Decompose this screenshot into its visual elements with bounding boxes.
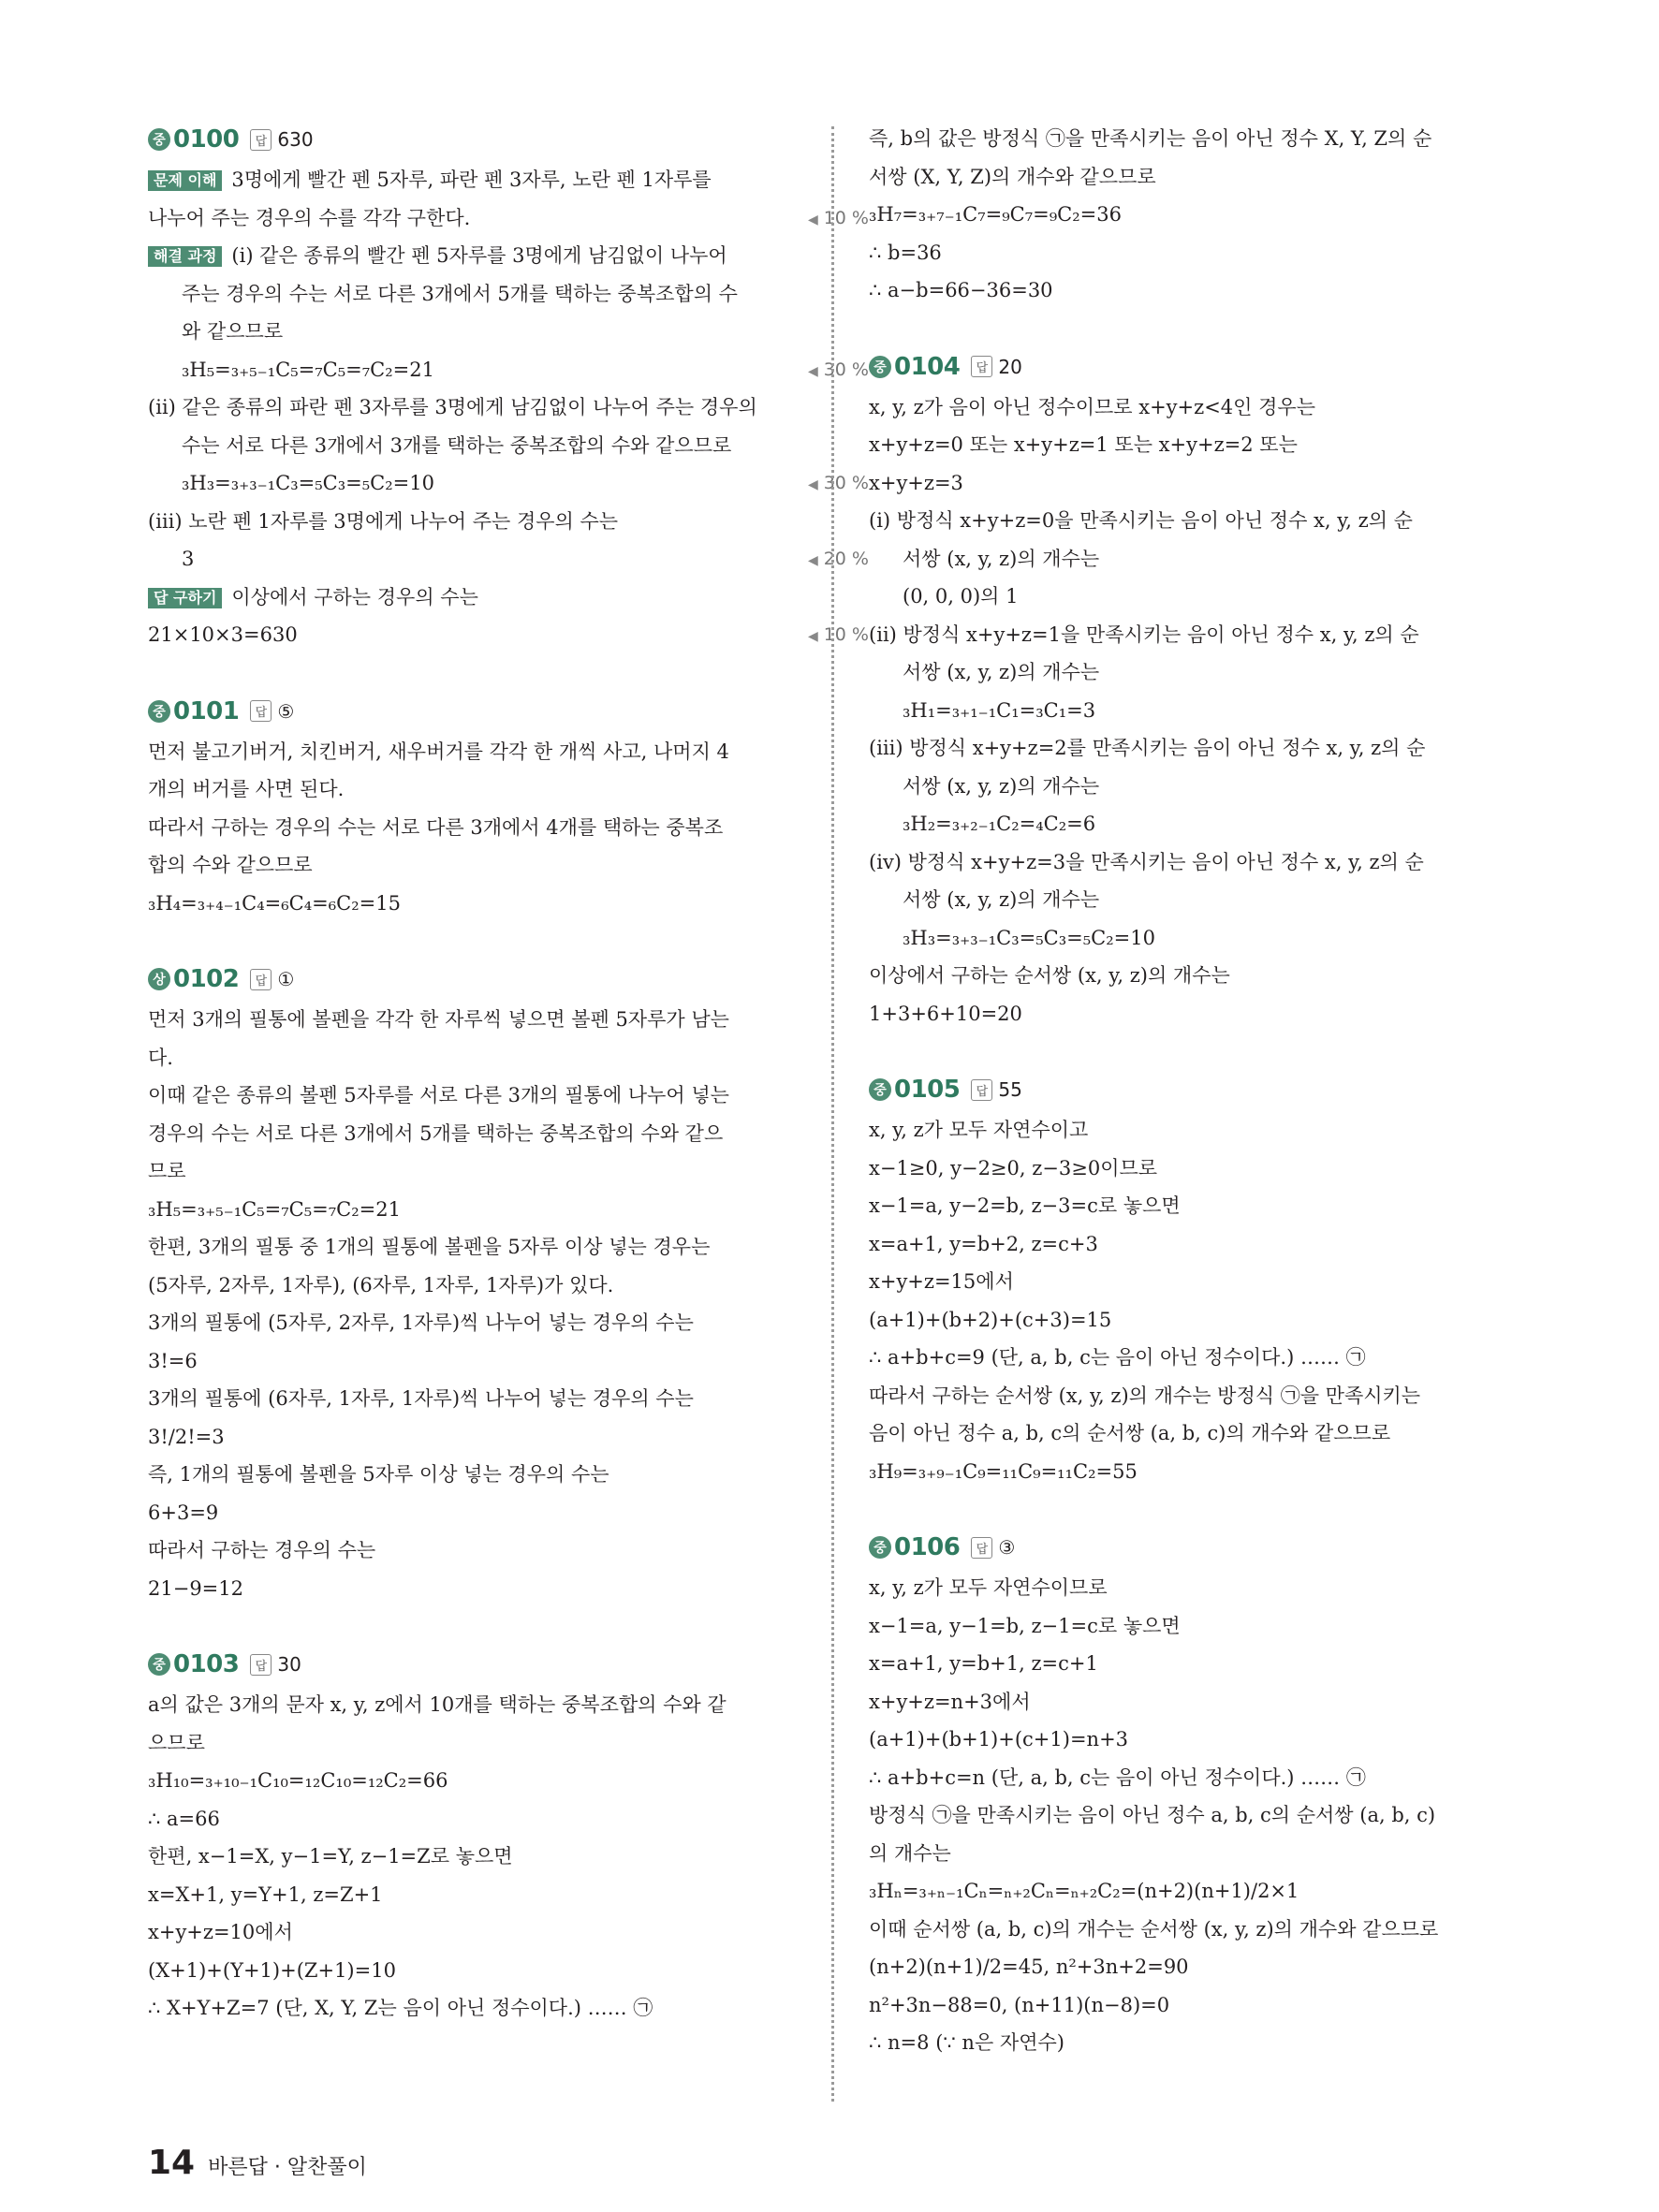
solution-line — [869, 120, 1590, 158]
solution-line — [148, 809, 869, 847]
left-column — [148, 120, 869, 2028]
solution-line — [869, 653, 1590, 692]
section-gap — [148, 654, 869, 692]
problem-block — [148, 120, 869, 654]
solution-text: (0, 0, 0)의 1 — [903, 585, 1019, 608]
solution-text: ₃H₉=₃₊₉₋₁C₉=₁₁C₉=₁₁C₂=55 — [869, 1459, 1138, 1483]
solution-line — [869, 768, 1590, 806]
solution-text: 1+3+6+10=20 — [869, 1002, 1022, 1025]
problem-block — [148, 922, 869, 1607]
solution-line — [869, 1645, 1590, 1683]
solution-text: 서쌍 (X, Y, Z)의 개수와 같으므로 — [869, 165, 1156, 188]
solution-line — [148, 1115, 869, 1153]
difficulty-badge: 중 — [148, 1653, 170, 1676]
solution-text: x, y, z가 모두 자연수이므로 — [869, 1576, 1108, 1599]
solution-line — [869, 919, 1590, 958]
answer-label-badge: 답 — [971, 1079, 992, 1101]
solution-text: 으므로 — [148, 1731, 205, 1754]
solution-line — [869, 464, 1590, 503]
solution-line — [869, 995, 1590, 1033]
solution-line — [869, 616, 1590, 654]
problem-block — [869, 120, 1590, 310]
solution-line — [148, 1913, 869, 1952]
solution-text: 의 개수는 — [869, 1841, 951, 1865]
right-column — [869, 120, 1590, 2062]
solution-line — [869, 1948, 1590, 1986]
solution-text: 이때 순서쌍 (a, b, c)의 개수는 순서쌍 (x, y, z)의 개수와 같으므로 — [869, 1917, 1439, 1941]
solution-text: x+y+z=15에서 — [869, 1270, 1014, 1293]
answer-label-badge: 답 — [250, 129, 272, 151]
solution-text: n²+3n−88=0, (n+11)(n−8)=0 — [869, 1993, 1170, 2016]
solution-text: 3개의 필통에 (5자루, 2자루, 1자루)씩 나누어 넣는 경우의 수는 — [148, 1311, 694, 1334]
answer-label-badge: 답 — [250, 700, 272, 722]
solution-text: 서쌍 (x, y, z)의 개수는 — [903, 888, 1100, 911]
problem-number: 0101 — [173, 696, 240, 725]
solution-text: 21−9=12 — [148, 1576, 243, 1600]
problem-number: 0104 — [894, 352, 961, 381]
book-title: 바른답 · 알찬풀이 — [208, 2156, 367, 2179]
solution-line — [869, 1911, 1590, 1949]
solution-text: x=X+1, y=Y+1, z=Z+1 — [148, 1882, 383, 1906]
solution-text: x=a+1, y=b+2, z=c+3 — [869, 1232, 1098, 1255]
solution-text: 따라서 구하는 경우의 수는 — [148, 1539, 376, 1561]
solution-text: 이상에서 구하는 순서쌍 (x, y, z)의 개수는 — [869, 964, 1230, 987]
solution-text: x+y+z=0 또는 x+y+z=1 또는 x+y+z=2 또는 — [869, 433, 1298, 456]
solution-line — [148, 1267, 869, 1305]
solution-text: (ⅲ) 노란 펜 1자루를 3명에게 나누어 주는 경우의 수는 — [148, 509, 619, 533]
solution-line — [148, 1686, 869, 1724]
solution-text: x=a+1, y=b+1, z=c+1 — [869, 1652, 1098, 1675]
problem-number: 0106 — [894, 1533, 961, 1561]
problem-answer: 630 — [277, 128, 314, 151]
solution-line — [869, 502, 1590, 540]
solution-text: 3명에게 빨간 펜 5자루, 파란 펜 3자루, 노란 펜 1자루를 — [231, 168, 712, 191]
problem-answer: ① — [277, 968, 295, 990]
solution-text: (ⅳ) 방정식 x+y+z=3을 만족시키는 음이 아닌 정수 x, y, z의 순 — [869, 850, 1424, 873]
solution-line — [148, 313, 869, 351]
solution-text: 합의 수와 같으므로 — [148, 854, 313, 876]
solution-text: 와 같으므로 — [182, 320, 284, 343]
score-percent: ◀ 20 % — [808, 540, 869, 580]
solution-line — [148, 427, 869, 465]
solution-text: x+y+z=n+3에서 — [869, 1690, 1031, 1713]
solution-text: (ⅲ) 방정식 x+y+z=2를 만족시키는 음이 아닌 정수 x, y, z의 순 — [869, 737, 1426, 759]
solution-text: 한편, x−1=X, y−1=Y, z−1=Z로 놓으면 — [148, 1845, 513, 1868]
solution-line — [869, 1111, 1590, 1150]
solution-line — [148, 616, 869, 654]
solution-text: ∴ a=66 — [148, 1807, 220, 1830]
solution-line — [869, 1414, 1590, 1453]
solution-line — [148, 1952, 869, 1990]
problem-answer: 20 — [998, 355, 1022, 378]
solution-text: 방정식 ㉠을 만족시키는 음이 아닌 정수 a, b, c의 순서쌍 (a, b, c) — [869, 1804, 1436, 1826]
solution-text: 3개의 필통에 (6자루, 1자루, 1자루)씩 나누어 넣는 경우의 수는 — [148, 1387, 694, 1410]
solution-text: (ⅱ) 방정식 x+y+z=1을 만족시키는 음이 아닌 정수 x, y, z의 순 — [869, 623, 1419, 646]
section-gap — [869, 1033, 1590, 1070]
solution-text: 주는 경우의 수는 서로 다른 3개에서 5개를 택하는 중복조합의 수 — [182, 282, 738, 305]
difficulty-badge: 중 — [148, 128, 170, 151]
solution-line — [148, 1876, 869, 1914]
solution-text: 개의 버거를 사면 된다. — [148, 778, 345, 800]
solution-text: ∴ a+b+c=n (단, a, b, c는 음이 아닌 정수이다.) …… ㉠ — [869, 1765, 1366, 1789]
solution-line — [148, 161, 869, 199]
score-percent: ◀ 30 % — [808, 351, 869, 391]
problem-header — [869, 1528, 1590, 1567]
solution-line — [869, 1187, 1590, 1225]
solution-line — [148, 885, 869, 923]
score-percent: ◀ 30 % — [808, 464, 869, 505]
problem-header — [869, 1070, 1590, 1109]
step-label: 답 구하기 — [148, 588, 222, 608]
answer-label-badge: 답 — [971, 356, 992, 377]
solution-line — [148, 1989, 869, 2028]
score-percent: ◀ 10 % — [808, 616, 869, 656]
problem-block — [148, 1607, 869, 2028]
solution-line — [148, 388, 869, 427]
problem-answer: 55 — [998, 1078, 1022, 1101]
solution-text: 먼저 불고기버거, 치킨버거, 새우버거를 각각 한 개씩 사고, 나머지 4 — [148, 740, 729, 763]
solution-text: x, y, z가 음이 아닌 정수이므로 x+y+z<4인 경우는 — [869, 395, 1315, 418]
solution-text: 따라서 구하는 경우의 수는 서로 다른 3개에서 4개를 택하는 중복조 — [148, 815, 724, 839]
solution-line — [869, 881, 1590, 919]
solution-line — [869, 1225, 1590, 1264]
solution-line — [869, 1377, 1590, 1415]
solution-line — [869, 158, 1590, 197]
problem-answer: ⑤ — [277, 699, 295, 723]
solution-line — [869, 196, 1590, 234]
section-gap — [148, 922, 869, 960]
difficulty-badge: 중 — [869, 356, 891, 378]
solution-line — [869, 1835, 1590, 1873]
solution-text: 수는 서로 다른 3개에서 3개를 택하는 중복조합의 수와 같으므로 — [182, 433, 732, 457]
solution-line — [148, 1342, 869, 1381]
solution-line — [148, 351, 869, 389]
solution-line — [148, 1494, 869, 1532]
column-divider — [831, 126, 834, 2102]
solution-text: 3!=6 — [148, 1349, 198, 1372]
solution-text: (a+1)+(b+2)+(c+3)=15 — [869, 1308, 1112, 1331]
solution-text: 6+3=9 — [148, 1501, 219, 1524]
solution-text: a의 값은 3개의 문자 x, y, z에서 10개를 택하는 중복조합의 수와 같 — [148, 1693, 727, 1716]
solution-line — [148, 1152, 869, 1191]
solution-text: 즉, b의 값은 방정식 ㉠을 만족시키는 음이 아닌 정수 X, Y, Z의 순 — [869, 127, 1432, 150]
solution-line — [148, 1304, 869, 1342]
solution-text: x, y, z가 모두 자연수이고 — [869, 1119, 1089, 1141]
solution-line — [148, 1039, 869, 1077]
difficulty-badge: 중 — [148, 700, 170, 723]
answer-label-badge: 답 — [250, 1654, 272, 1676]
solution-line — [869, 1301, 1590, 1340]
problem-header — [869, 347, 1590, 387]
solution-text: ∴ X+Y+Z=7 (단, X, Y, Z는 음이 아닌 정수이다.) …… ㉠ — [148, 1997, 653, 2019]
solution-line — [148, 1418, 869, 1457]
solution-text: 3!/2!=3 — [148, 1425, 225, 1448]
section-gap — [869, 1490, 1590, 1528]
solution-text: 다. — [148, 1046, 173, 1069]
solution-line — [148, 1228, 869, 1267]
problem-header — [148, 692, 869, 731]
solution-line — [869, 2024, 1590, 2062]
solution-line — [148, 1456, 869, 1494]
solution-line — [148, 540, 869, 579]
solution-line — [869, 729, 1590, 768]
solution-text: (ⅰ) 같은 종류의 빨간 펜 5자루를 3명에게 남김없이 나누어 — [231, 244, 727, 267]
problem-block — [869, 1490, 1590, 2062]
solution-text: 서쌍 (x, y, z)의 개수는 — [903, 774, 1100, 798]
solution-line — [869, 540, 1590, 579]
solution-text: 3 — [182, 548, 195, 570]
solution-text: 이상에서 구하는 경우의 수는 — [231, 585, 478, 608]
solution-line — [869, 1339, 1590, 1377]
step-label: 해결 과정 — [148, 246, 222, 267]
difficulty-badge: 중 — [869, 1536, 891, 1559]
solution-line — [869, 1569, 1590, 1607]
solution-line — [148, 237, 869, 275]
solution-line — [869, 1986, 1590, 2025]
solution-text: 한편, 3개의 필통 중 1개의 필통에 볼펜을 5자루 이상 넣는 경우는 — [148, 1236, 711, 1258]
answer-label-badge: 답 — [250, 969, 272, 990]
solution-line — [869, 1453, 1590, 1491]
solution-line — [869, 1263, 1590, 1301]
section-gap — [869, 310, 1590, 347]
difficulty-badge: 상 — [148, 968, 170, 990]
solution-line — [148, 1191, 869, 1229]
solution-line — [869, 805, 1590, 843]
solution-text: x−1=a, y−2=b, z−3=c로 놓으면 — [869, 1194, 1181, 1217]
problem-block — [869, 310, 1590, 1033]
problem-header — [148, 1645, 869, 1684]
solution-line — [869, 1683, 1590, 1721]
solution-line — [148, 1001, 869, 1039]
problem-answer: 30 — [277, 1653, 301, 1676]
solution-text: 므로 — [148, 1160, 186, 1182]
solution-line — [869, 1759, 1590, 1797]
solution-text: ∴ n=8 (∵ n은 자연수) — [869, 2031, 1064, 2054]
solution-line — [869, 426, 1590, 464]
solution-line — [869, 1872, 1590, 1911]
problem-number: 0102 — [173, 965, 240, 993]
solution-line — [148, 275, 869, 314]
solution-text: (ⅰ) 방정식 x+y+z=0을 만족시키는 음이 아닌 정수 x, y, z의 순 — [869, 509, 1413, 532]
page-footer — [148, 2144, 367, 2182]
solution-line — [869, 843, 1590, 882]
solution-text: 나누어 주는 경우의 수를 각각 구한다. — [148, 206, 471, 229]
problem-header — [148, 120, 869, 159]
solution-line — [148, 579, 869, 617]
solution-line — [869, 234, 1590, 272]
solution-line — [148, 1800, 869, 1838]
problem-number: 0105 — [894, 1076, 961, 1104]
problem-header — [148, 960, 869, 999]
problem-number: 0100 — [173, 125, 240, 154]
solution-text: ₃H₄=₃₊₄₋₁C₄=₆C₄=₆C₂=15 — [148, 891, 401, 915]
solution-line — [869, 578, 1590, 616]
solution-line — [148, 770, 869, 809]
solution-text: x+y+z=10에서 — [148, 1921, 293, 1943]
solution-line — [148, 1531, 869, 1570]
solution-text: 이때 같은 종류의 볼펜 5자루를 서로 다른 3개의 필통에 나누어 넣는 — [148, 1084, 729, 1106]
solution-text: (n+2)(n+1)/2=45, n²+3n+2=90 — [869, 1956, 1189, 1978]
solution-line — [148, 1762, 869, 1800]
solution-line — [148, 733, 869, 771]
solution-text: ₃H₃=₃₊₃₋₁C₃=₅C₃=₅C₂=10 — [182, 472, 434, 494]
solution-text: 먼저 3개의 필통에 볼펜을 각각 한 자루씩 넣으면 볼펜 5자루가 남는 — [148, 1008, 729, 1031]
solution-text: x−1≥0, y−2≥0, z−3≥0이므로 — [869, 1156, 1158, 1179]
difficulty-badge: 중 — [869, 1078, 891, 1101]
solution-line — [869, 1721, 1590, 1759]
solution-text: ∴ b=36 — [869, 241, 942, 264]
solution-text: ₃H₂=₃₊₂₋₁C₂=₄C₂=6 — [903, 813, 1096, 835]
solution-line — [148, 1077, 869, 1115]
solution-line — [869, 1150, 1590, 1188]
problem-block — [869, 1033, 1590, 1490]
section-gap — [148, 1607, 869, 1645]
step-label: 문제 이해 — [148, 170, 222, 191]
score-percent: ◀ 10 % — [808, 199, 869, 240]
solution-line — [148, 199, 869, 238]
solution-text: ₃H₇=₃₊₇₋₁C₇=₉C₇=₉C₂=36 — [869, 203, 1122, 226]
solution-line — [869, 1607, 1590, 1646]
problem-number: 0103 — [173, 1650, 240, 1678]
answer-label-badge: 답 — [971, 1537, 992, 1559]
solution-text: ₃H₁₀=₃₊₁₀₋₁C₁₀=₁₂C₁₀=₁₂C₂=66 — [148, 1769, 448, 1792]
solution-text: 음이 아닌 정수 a, b, c의 순서쌍 (a, b, c)의 개수와 같으므로 — [869, 1422, 1391, 1444]
solution-line — [869, 957, 1590, 995]
solution-text: ∴ a−b=66−36=30 — [869, 279, 1053, 301]
solution-text: (5자루, 2자루, 1자루), (6자루, 1자루, 1자루)가 있다. — [148, 1273, 614, 1296]
solution-line — [148, 1724, 869, 1763]
solution-text: x+y+z=3 — [869, 471, 963, 494]
solution-text: ₃H₃=₃₊₃₋₁C₃=₅C₃=₅C₂=10 — [903, 926, 1155, 949]
solution-text: 따라서 구하는 순서쌍 (x, y, z)의 개수는 방정식 ㉠을 만족시키는 — [869, 1384, 1421, 1407]
problem-block — [148, 654, 869, 923]
solution-line — [869, 388, 1590, 427]
solution-line — [869, 692, 1590, 730]
solution-text: 경우의 수는 서로 다른 3개에서 5개를 택하는 중복조합의 수와 같으 — [148, 1121, 724, 1145]
solution-text: ₃H₁=₃₊₁₋₁C₁=₃C₁=3 — [903, 698, 1096, 722]
solution-text: x−1=a, y−1=b, z−1=c로 놓으면 — [869, 1614, 1181, 1637]
solution-text: 21×10×3=630 — [148, 623, 298, 646]
problem-answer: ③ — [998, 1536, 1016, 1559]
solution-text: (ⅱ) 같은 종류의 파란 펜 3자루를 3명에게 남김없이 나누어 주는 경우의 — [148, 396, 757, 418]
solution-line — [869, 1796, 1590, 1835]
solution-line — [148, 1838, 869, 1876]
solution-line — [148, 1570, 869, 1608]
solution-text: ₃H₅=₃₊₅₋₁C₅=₇C₅=₇C₂=21 — [182, 358, 434, 381]
solution-text: (X+1)+(Y+1)+(Z+1)=10 — [148, 1958, 396, 1982]
solution-line — [148, 846, 869, 885]
solution-text: ₃H₅=₃₊₅₋₁C₅=₇C₅=₇C₂=21 — [148, 1197, 401, 1221]
solution-line — [148, 1380, 869, 1418]
page-number: 14 — [148, 2144, 196, 2182]
solution-text: 서쌍 (x, y, z)의 개수는 — [903, 547, 1100, 570]
solution-text: 즉, 1개의 필통에 볼펜을 5자루 이상 넣는 경우의 수는 — [148, 1463, 609, 1486]
solution-text: 서쌍 (x, y, z)의 개수는 — [903, 661, 1100, 683]
solution-text: ∴ a+b+c=9 (단, a, b, c는 음이 아닌 정수이다.) …… ㉠ — [869, 1346, 1366, 1369]
solution-text: ₃Hₙ=₃₊ₙ₋₁Cₙ=ₙ₊₂Cₙ=ₙ₊₂C₂=(n+2)(n+1)/2×1 — [869, 1880, 1299, 1902]
solution-line — [148, 503, 869, 541]
solution-text: (a+1)+(b+1)+(c+1)=n+3 — [869, 1728, 1129, 1751]
solution-line — [869, 271, 1590, 310]
solution-line — [148, 464, 869, 503]
